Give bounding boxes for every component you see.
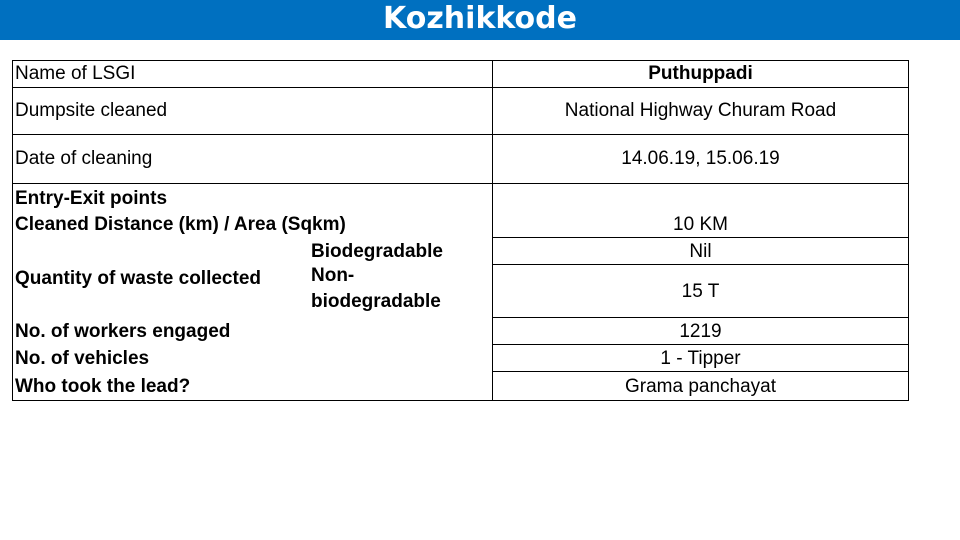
entry-exit-label: Entry-Exit points: [15, 188, 168, 209]
details-values: [493, 184, 908, 400]
table-row-date: [13, 135, 909, 184]
slide-title: Kozhikkode: [383, 1, 577, 36]
divider: [493, 264, 908, 265]
lsgi-value: Puthuppadi: [493, 61, 909, 88]
workers-label: No. of workers engaged: [15, 321, 231, 342]
lead-label: Who took the lead?: [15, 376, 191, 397]
nonbio-label-line2: biodegradable: [311, 291, 441, 312]
biodegradable-label: Biodegradable: [311, 241, 443, 262]
dumpsite-label: Dumpsite cleaned: [13, 88, 493, 135]
table-row-dumpsite: [13, 88, 909, 135]
biodegradable-value: Nil: [689, 241, 712, 262]
info-table: [12, 60, 909, 401]
lead-value: Grama panchayat: [624, 376, 777, 397]
nonbio-value: 15 T: [681, 281, 720, 302]
dumpsite-value: National Highway Churam Road: [493, 88, 909, 135]
vehicles-label: No. of vehicles: [15, 348, 150, 369]
divider: [493, 344, 908, 345]
nonbio-label-line1: Non-: [311, 265, 355, 286]
details-label-cell: [13, 184, 493, 401]
distance-value: 10 KM: [673, 214, 728, 235]
date-label: Date of cleaning: [13, 135, 493, 184]
table-row-details: [13, 184, 909, 401]
vehicles-value: 1 - Tipper: [660, 348, 741, 369]
table-row-lsgi: [13, 61, 909, 88]
details-labels: [13, 184, 492, 400]
quantity-label: Quantity of waste collected: [15, 268, 261, 289]
divider: [493, 317, 908, 318]
distance-label: Cleaned Distance (km) / Area (Sqkm): [15, 214, 346, 235]
workers-value: 1219: [679, 321, 722, 342]
divider: [493, 237, 908, 238]
title-bar: [0, 0, 960, 40]
date-value: 14.06.19, 15.06.19: [493, 135, 909, 184]
lsgi-label: Name of LSGI: [13, 61, 493, 88]
divider: [493, 371, 908, 372]
details-value-cell: [493, 184, 909, 401]
